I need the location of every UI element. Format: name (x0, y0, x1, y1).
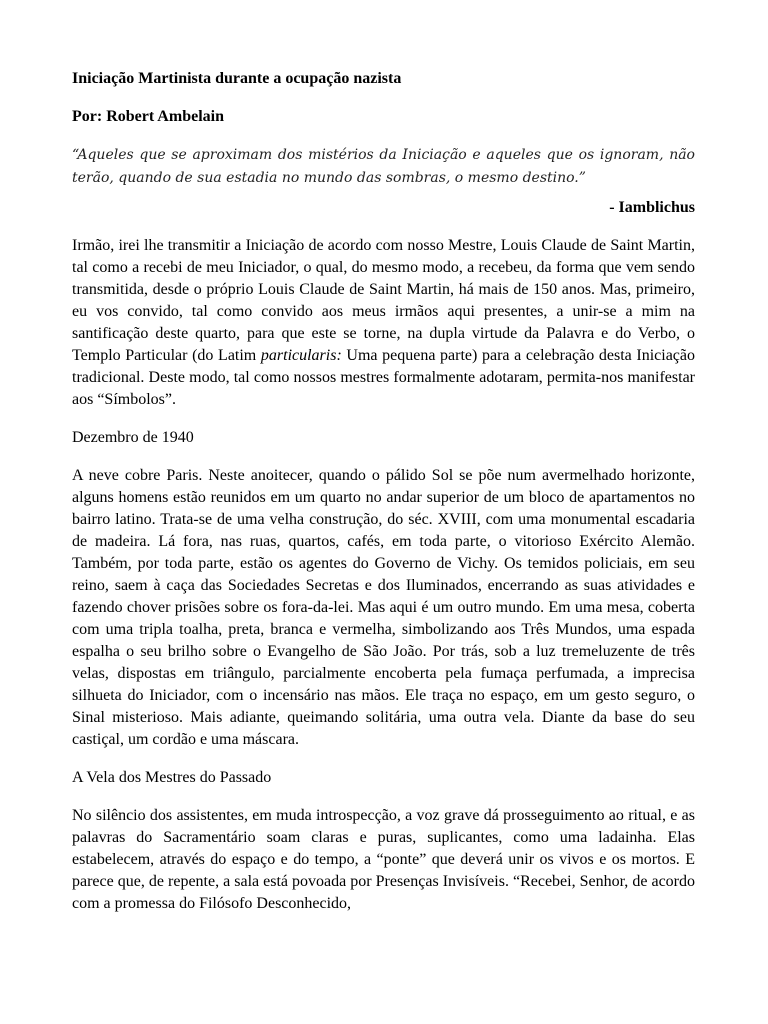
intro-latin-word: particularis: (260, 347, 342, 364)
section-heading-vela-dos-mestres: A Vela dos Mestres do Passado (72, 769, 272, 786)
document-page (72, 68, 695, 931)
epigraph-attribution: - Iamblichus (609, 199, 695, 216)
intro-text-before-latin: Irmão, irei lhe transmitir a Iniciação de acordo com nosso Mestre, Louis Claude de Saint Martin, tal como a recebi de meu Iniciador, o qual, do mesmo modo, a recebeu, da forma que vem sendo transmitida, desde o próprio Louis Claude de Saint Martin, há mais de 150 anos. Mas, primeiro, eu vos convido, tal como convido aos meus irmãos aqui presentes, a unir-se a mim na santificação deste quarto, para que este se torne, na dupla virtude da Palavra e do Verbo, o Templo Particular (do Latim (72, 237, 695, 364)
document-title: Iniciação Martinista durante a ocupação nazista (72, 70, 402, 87)
intro-text-after-latin: Uma pequena parte) para a celebração desta Iniciação tradicional. Deste modo, tal como nossos mestres formalmente adotaram, permita-nos manifestar aos “Símbolos”. (72, 347, 695, 408)
section-paragraph-december-1940: A neve cobre Paris. Neste anoitecer, quando o pálido Sol se põe num avermelhado horizonte, alguns homens estão reunidos em um quarto no andar superior de um bloco de apartamentos no bairro latino. Trata-se de uma velha construção, do séc. XVIII, com uma monumental escadaria de madeira. Lá fora, nas ruas, quartos, cafés, em toda parte, o vitorioso Exército Alemão. Também, por toda parte, estão os agentes do Governo de Vichy. Os temidos policiais, em seu reino, saem à caça das Sociedades Secretas e dos Iluminados, encerrando as suas atividades e fazendo chover prisões sobre os fora-da-lei. Mas aqui é um outro mundo. Em uma mesa, coberta com uma tripla toalha, preta, branca e vermelha, simbolizando aos Três Mundos, uma espada espalha o seu brilho sobre o Evangelho de São João. Por trás, sob a luz tremeluzente de três velas, dispostas em triângulo, parcialmente encoberta pela fumaça perfumada, a imprecisa silhueta do Iniciador, com o incensário nas mãos. Ele traça no espaço, em um gesto seguro, o Sinal misterioso. Mais adiante, queimando solitária, uma outra vela. Diante da base do seu castiçal, um cordão e uma máscara. (72, 467, 695, 748)
section-heading-december-1940: Dezembro de 1940 (72, 429, 194, 446)
epigraph-quote: “Aqueles que se aproximam dos mistérios da Iniciação e aqueles que os ignoram, não terão, quando de sua estadia no mundo das sombras, o mesmo destino.” (72, 147, 695, 186)
document-byline: Por: Robert Ambelain (72, 108, 224, 125)
section-paragraph-vela-dos-mestres: No silêncio dos assistentes, em muda introspecção, a voz grave dá prosseguimento ao ritual, e as palavras do Sacramentário soam claras e puras, suplicantes, como uma ladainha. Elas estabelecem, através do espaço e do tempo, a “ponte” que deverá unir os vivos e os mortos. E parece que, de repente, a sala está povoada por Presenças Invisíveis. “Recebei, Senhor, de acordo com a promessa do Filósofo Desconhecido, (72, 807, 695, 912)
intro-paragraph (72, 235, 695, 411)
